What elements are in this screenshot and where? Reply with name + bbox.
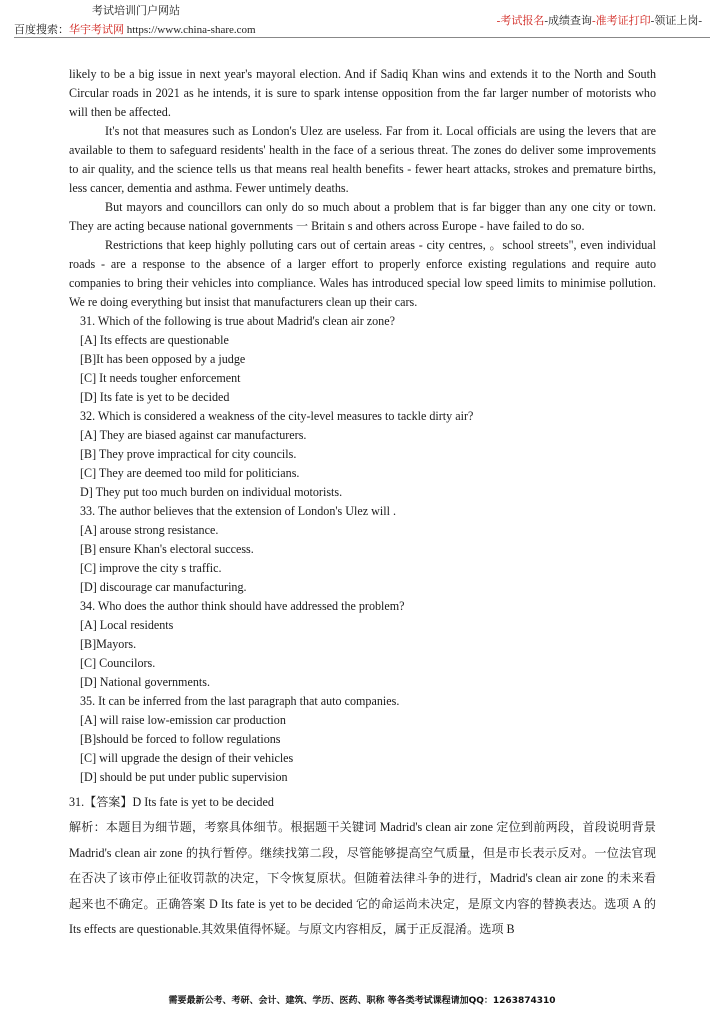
question-option: [C] improve the city s traffic. bbox=[80, 561, 222, 575]
question-option: [A] arouse strong resistance. bbox=[80, 523, 219, 537]
passage-paragraph: But mayors and councillors can only do so much about a problem that is far bigger than any one city or town. They are acting because national governments 一 Britain s and others across Europe - have failed to do so. bbox=[69, 200, 656, 233]
question-option: [D] National governments. bbox=[80, 675, 210, 689]
certificate-link[interactable]: -领证上岗- bbox=[650, 15, 702, 27]
answer-heading: 31.【答案】D Its fate is yet to be decided bbox=[69, 795, 274, 809]
question-list bbox=[69, 312, 656, 787]
question-option: [B]Mayors. bbox=[80, 637, 137, 651]
question-option: [A] Local residents bbox=[80, 618, 174, 632]
passage-paragraph: Restrictions that keep highly polluting cars out of certain areas - city centres, 。school streets", even individual roads - are a response to the absence of a larger effort to properly enforce existing regulations and require auto companies to bring their vehicles into compliance. Wales has introduced special low speed limits to minimise pollution. We re doing everything but insist that manufacturers clean up their cars. bbox=[69, 238, 656, 309]
question-option: [D] Its fate is yet to be decided bbox=[80, 390, 230, 404]
question-stem: 35. It can be inferred from the last paragraph that auto companies. bbox=[80, 694, 400, 708]
passage-paragraph: likely to be a big issue in next year's mayoral election. And if Sadiq Khan wins and extends it to the North and South Circular roads in 2021 as he intends, it is sure to spark intense opposition from the far larger number of motorists who will then be affected. bbox=[69, 67, 656, 119]
question-stem: 31. Which of the following is true about Madrid's clean air zone? bbox=[80, 314, 395, 328]
search-label: 百度搜索： bbox=[14, 24, 69, 36]
site-url-link[interactable]: https://www.china-share.com bbox=[126, 24, 256, 36]
score-query-link[interactable]: -成绩查询 bbox=[544, 15, 592, 27]
brand-link[interactable]: 华宇考试网 bbox=[69, 24, 124, 36]
document-body bbox=[69, 65, 656, 943]
question-option: [B] They prove impractical for city councils. bbox=[80, 447, 297, 461]
question-option: [C] Councilors. bbox=[80, 656, 156, 670]
answer-explanation: 解析：本题目为细节题，考察具体细节。根据题干关键词 Madrid's clean air zone 定位到前两段，首段说明背景 Madrid's clean air zone 的执行暂停。继续找第二段，尽管能够提高空气质量，但是市长表示反对。一位法官现在否决了该市停止征收罚款的决定，下令恢复原状。但随着法律斗争的进行，Madrid's clean air zone 的未来看起来也不确定。正确答案 D Its fate is yet to be decided 它的命运尚未决定，是原文内容的替换表达。选项 A 的 Its effects are questionable.其效果值得怀疑。与原文内容相反，属于正反混淆。选项 B bbox=[69, 820, 656, 936]
question-option: [B] ensure Khan's electoral success. bbox=[80, 542, 254, 556]
question-option: [B]It has been opposed by a judge bbox=[80, 352, 246, 366]
question-option: [A] will raise low-emission car production bbox=[80, 713, 286, 727]
header-nav-links bbox=[497, 12, 702, 28]
admission-ticket-link[interactable]: -准考证打印 bbox=[592, 15, 651, 27]
question-option: D] They put too much burden on individual motorists. bbox=[80, 485, 343, 499]
question-option: [D] should be put under public supervision bbox=[80, 770, 288, 784]
header-divider bbox=[14, 37, 710, 38]
question-option: [C] It needs tougher enforcement bbox=[80, 371, 241, 385]
question-option: [D] discourage car manufacturing. bbox=[80, 580, 247, 594]
passage-paragraph: It's not that measures such as London's Ulez are useless. Far from it. Local officials are using the levers that are available to them to safeguard residents' health in the face of a serious threat. The zones do deliver some improvements to air quality, and the science tells us that means real health benefits - fewer heart attacks, strokes and premature births, less cancer, dementia and asthma. Fewer untimely deaths. bbox=[69, 124, 656, 195]
question-stem: 32. Which is considered a weakness of the city-level measures to tackle dirty air? bbox=[80, 409, 474, 423]
question-option: [A] Its effects are questionable bbox=[80, 333, 229, 347]
footer-contact: 需要最新公考、考研、会计、建筑、学历、医药、职称 等各类考试课程请加QQ：1263874310 bbox=[168, 996, 556, 1006]
header-search-line bbox=[14, 21, 256, 37]
exam-registration-link[interactable]: -考试报名 bbox=[496, 15, 545, 27]
question-option: [B]should be forced to follow regulations bbox=[80, 732, 281, 746]
question-stem: 33. The author believes that the extension of London's Ulez will . bbox=[80, 504, 396, 518]
header-site-title: 考试培训门户网站 bbox=[92, 5, 180, 17]
question-option: [C] will upgrade the design of their vehicles bbox=[80, 751, 294, 765]
question-stem: 34. Who does the author think should have addressed the problem? bbox=[80, 599, 405, 613]
question-option: [C] They are deemed too mild for politicians. bbox=[80, 466, 300, 480]
question-option: [A] They are biased against car manufacturers. bbox=[80, 428, 307, 442]
